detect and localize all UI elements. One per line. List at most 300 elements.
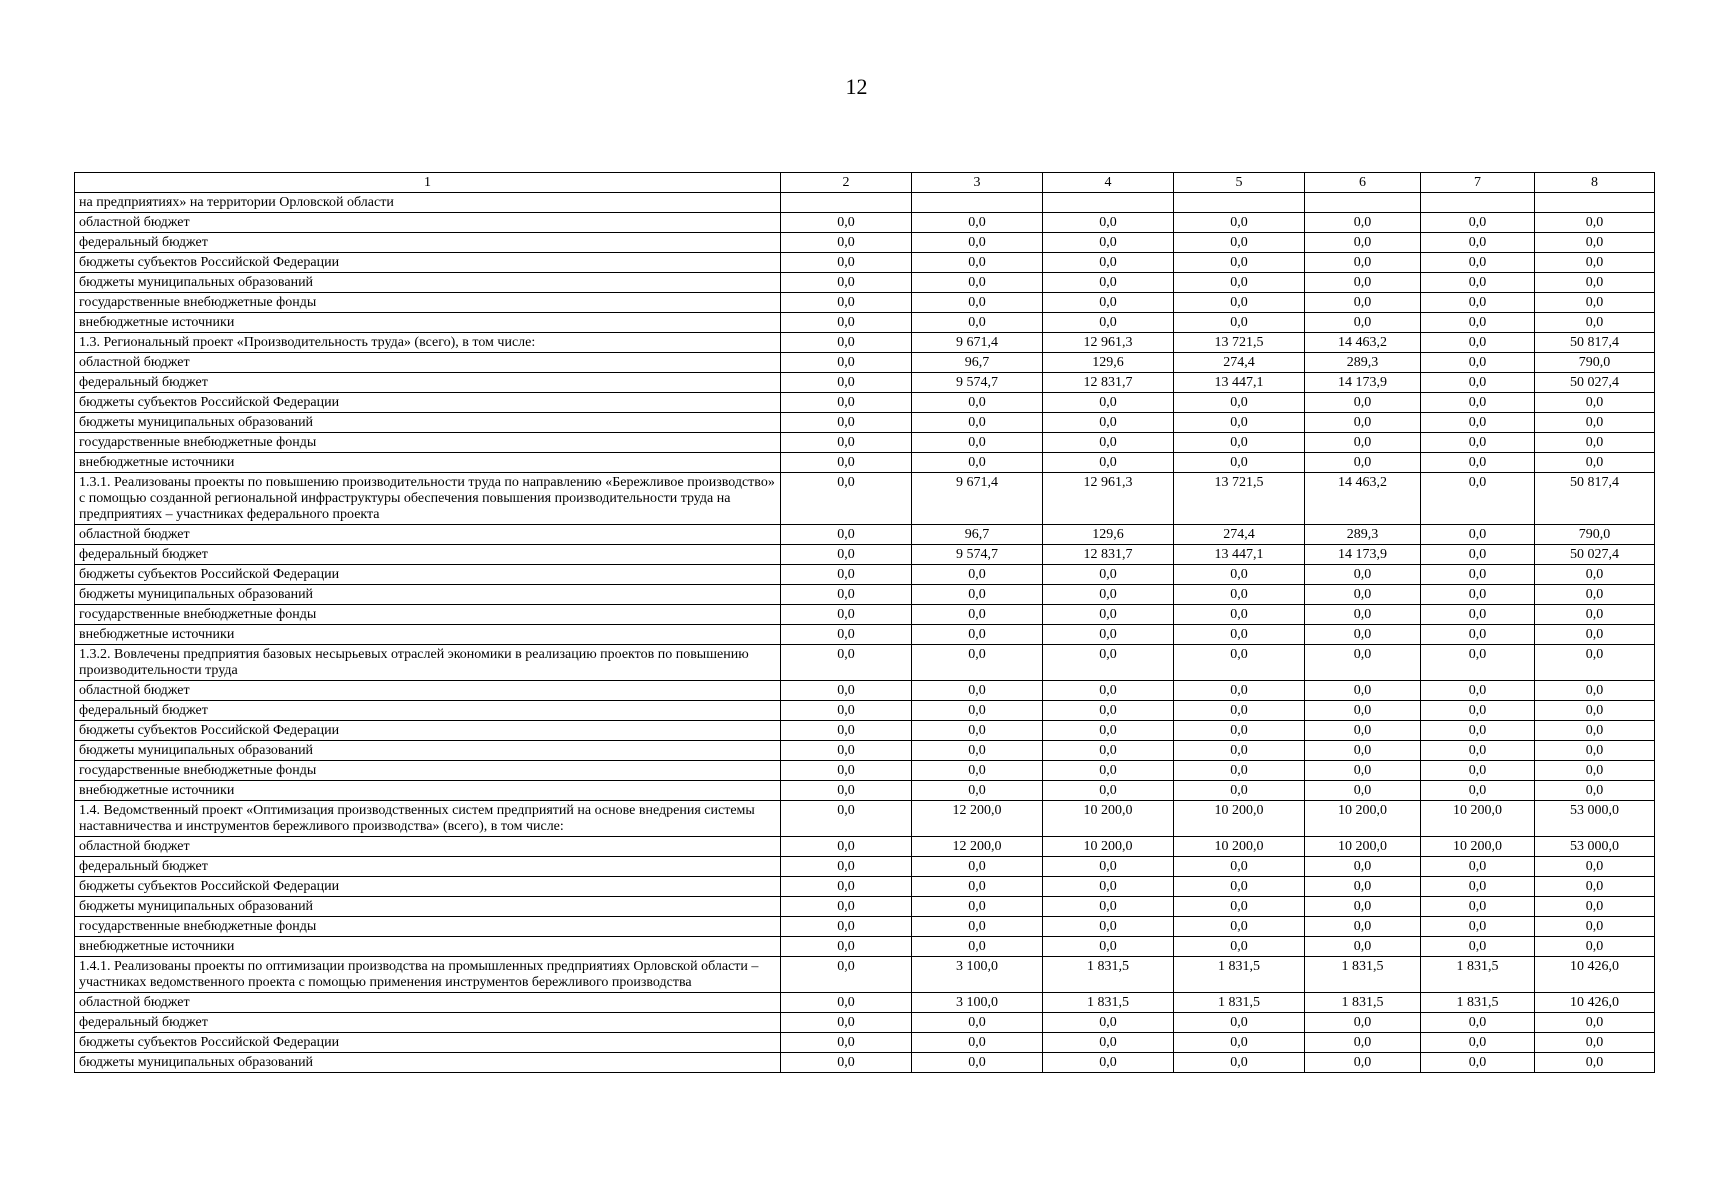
value-cell: 0,0 bbox=[912, 625, 1043, 645]
value-cell: 0,0 bbox=[1174, 453, 1305, 473]
row-label: бюджеты субъектов Российской Федерации bbox=[75, 565, 781, 585]
value-cell: 0,0 bbox=[781, 1013, 912, 1033]
value-cell: 1 831,5 bbox=[1305, 957, 1421, 993]
value-cell: 0,0 bbox=[1043, 313, 1174, 333]
value-cell bbox=[1174, 193, 1305, 213]
row-label: федеральный бюджет bbox=[75, 373, 781, 393]
value-cell: 0,0 bbox=[1535, 781, 1655, 801]
value-cell: 0,0 bbox=[1421, 897, 1535, 917]
value-cell: 0,0 bbox=[1174, 645, 1305, 681]
row-label: бюджеты субъектов Российской Федерации bbox=[75, 721, 781, 741]
value-cell: 0,0 bbox=[1421, 605, 1535, 625]
value-cell: 0,0 bbox=[1043, 273, 1174, 293]
value-cell: 0,0 bbox=[1305, 413, 1421, 433]
value-cell: 0,0 bbox=[1535, 917, 1655, 937]
column-number-cell: 4 bbox=[1043, 173, 1174, 193]
value-cell: 0,0 bbox=[1174, 877, 1305, 897]
table-row bbox=[75, 957, 1655, 993]
table-row bbox=[75, 353, 1655, 373]
row-label: федеральный бюджет bbox=[75, 857, 781, 877]
value-cell: 0,0 bbox=[1421, 877, 1535, 897]
column-number-cell: 3 bbox=[912, 173, 1043, 193]
table-row bbox=[75, 781, 1655, 801]
table-row bbox=[75, 701, 1655, 721]
value-cell: 0,0 bbox=[781, 605, 912, 625]
value-cell: 0,0 bbox=[1043, 1053, 1174, 1073]
value-cell: 3 100,0 bbox=[912, 957, 1043, 993]
value-cell: 0,0 bbox=[781, 333, 912, 353]
value-cell: 0,0 bbox=[1421, 273, 1535, 293]
value-cell: 0,0 bbox=[912, 605, 1043, 625]
value-cell: 12 961,3 bbox=[1043, 333, 1174, 353]
value-cell: 0,0 bbox=[781, 353, 912, 373]
value-cell: 0,0 bbox=[1421, 645, 1535, 681]
value-cell: 10 200,0 bbox=[1421, 837, 1535, 857]
value-cell: 0,0 bbox=[912, 937, 1043, 957]
row-label: областной бюджет bbox=[75, 681, 781, 701]
value-cell: 0,0 bbox=[1421, 721, 1535, 741]
value-cell: 0,0 bbox=[1305, 605, 1421, 625]
value-cell: 0,0 bbox=[912, 213, 1043, 233]
table-row bbox=[75, 453, 1655, 473]
value-cell: 0,0 bbox=[1535, 605, 1655, 625]
value-cell: 0,0 bbox=[1535, 413, 1655, 433]
value-cell: 0,0 bbox=[781, 453, 912, 473]
value-cell: 9 671,4 bbox=[912, 333, 1043, 353]
value-cell: 0,0 bbox=[1305, 681, 1421, 701]
value-cell: 0,0 bbox=[1043, 625, 1174, 645]
row-label: государственные внебюджетные фонды bbox=[75, 433, 781, 453]
value-cell: 0,0 bbox=[1174, 897, 1305, 917]
value-cell: 3 100,0 bbox=[912, 993, 1043, 1013]
table-row bbox=[75, 253, 1655, 273]
value-cell: 0,0 bbox=[1043, 681, 1174, 701]
row-label: 1.3.2. Вовлечены предприятия базовых несырьевых отраслей экономики в реализацию проектов по повышению производительности труда bbox=[75, 645, 781, 681]
value-cell: 14 463,2 bbox=[1305, 333, 1421, 353]
row-label: государственные внебюджетные фонды bbox=[75, 917, 781, 937]
value-cell: 0,0 bbox=[781, 393, 912, 413]
value-cell: 0,0 bbox=[1043, 293, 1174, 313]
value-cell bbox=[781, 193, 912, 213]
value-cell: 0,0 bbox=[1174, 1053, 1305, 1073]
value-cell: 13 721,5 bbox=[1174, 333, 1305, 353]
value-cell: 0,0 bbox=[1535, 293, 1655, 313]
value-cell: 0,0 bbox=[781, 957, 912, 993]
value-cell: 0,0 bbox=[1174, 585, 1305, 605]
column-number-cell: 6 bbox=[1305, 173, 1421, 193]
value-cell: 0,0 bbox=[1043, 605, 1174, 625]
value-cell: 12 200,0 bbox=[912, 837, 1043, 857]
table-row bbox=[75, 1013, 1655, 1033]
column-number-row bbox=[75, 173, 1655, 193]
row-label: бюджеты муниципальных образований bbox=[75, 585, 781, 605]
value-cell: 0,0 bbox=[912, 453, 1043, 473]
value-cell: 0,0 bbox=[1421, 625, 1535, 645]
value-cell: 0,0 bbox=[1421, 453, 1535, 473]
value-cell: 0,0 bbox=[1174, 293, 1305, 313]
value-cell: 0,0 bbox=[912, 1033, 1043, 1053]
value-cell: 0,0 bbox=[781, 645, 912, 681]
value-cell: 0,0 bbox=[781, 701, 912, 721]
value-cell: 0,0 bbox=[781, 545, 912, 565]
value-cell: 0,0 bbox=[1421, 293, 1535, 313]
table-row bbox=[75, 585, 1655, 605]
value-cell: 0,0 bbox=[781, 857, 912, 877]
table-row bbox=[75, 273, 1655, 293]
table-row bbox=[75, 373, 1655, 393]
table-row bbox=[75, 525, 1655, 545]
value-cell: 0,0 bbox=[781, 313, 912, 333]
value-cell: 0,0 bbox=[912, 897, 1043, 917]
table-row bbox=[75, 1033, 1655, 1053]
value-cell: 0,0 bbox=[1535, 681, 1655, 701]
table-row bbox=[75, 193, 1655, 213]
table-row bbox=[75, 937, 1655, 957]
value-cell: 0,0 bbox=[1043, 701, 1174, 721]
value-cell: 0,0 bbox=[1535, 761, 1655, 781]
value-cell: 1 831,5 bbox=[1174, 993, 1305, 1013]
value-cell: 0,0 bbox=[1421, 413, 1535, 433]
table-row bbox=[75, 1053, 1655, 1073]
value-cell: 0,0 bbox=[1305, 645, 1421, 681]
value-cell: 0,0 bbox=[1421, 585, 1535, 605]
value-cell: 0,0 bbox=[781, 877, 912, 897]
value-cell: 12 831,7 bbox=[1043, 373, 1174, 393]
value-cell: 1 831,5 bbox=[1421, 993, 1535, 1013]
row-label: внебюджетные источники bbox=[75, 453, 781, 473]
value-cell: 13 447,1 bbox=[1174, 545, 1305, 565]
value-cell: 0,0 bbox=[1174, 937, 1305, 957]
table-row bbox=[75, 625, 1655, 645]
value-cell: 0,0 bbox=[1043, 857, 1174, 877]
value-cell: 0,0 bbox=[1421, 761, 1535, 781]
table-row bbox=[75, 917, 1655, 937]
value-cell: 0,0 bbox=[1174, 721, 1305, 741]
table-row bbox=[75, 213, 1655, 233]
value-cell: 0,0 bbox=[1174, 273, 1305, 293]
value-cell: 0,0 bbox=[1043, 761, 1174, 781]
value-cell: 0,0 bbox=[1043, 565, 1174, 585]
row-label: 1.3. Региональный проект «Производительность труда» (всего), в том числе: bbox=[75, 333, 781, 353]
value-cell: 0,0 bbox=[1305, 313, 1421, 333]
table-row bbox=[75, 761, 1655, 781]
value-cell: 0,0 bbox=[1305, 781, 1421, 801]
value-cell bbox=[912, 193, 1043, 213]
value-cell: 13 721,5 bbox=[1174, 473, 1305, 525]
value-cell: 0,0 bbox=[1421, 433, 1535, 453]
value-cell: 0,0 bbox=[1305, 453, 1421, 473]
row-label: бюджеты субъектов Российской Федерации bbox=[75, 1033, 781, 1053]
value-cell bbox=[1305, 193, 1421, 213]
row-label: на предприятиях» на территории Орловской области bbox=[75, 193, 781, 213]
value-cell: 0,0 bbox=[912, 781, 1043, 801]
value-cell: 0,0 bbox=[1043, 393, 1174, 413]
value-cell: 0,0 bbox=[1305, 585, 1421, 605]
table-row bbox=[75, 293, 1655, 313]
value-cell: 1 831,5 bbox=[1043, 957, 1174, 993]
value-cell: 0,0 bbox=[1305, 625, 1421, 645]
value-cell: 0,0 bbox=[1535, 721, 1655, 741]
value-cell: 0,0 bbox=[912, 761, 1043, 781]
value-cell: 0,0 bbox=[1305, 877, 1421, 897]
value-cell: 0,0 bbox=[912, 721, 1043, 741]
value-cell: 0,0 bbox=[1174, 1013, 1305, 1033]
value-cell: 0,0 bbox=[1421, 353, 1535, 373]
value-cell: 0,0 bbox=[1421, 1013, 1535, 1033]
row-label: областной бюджет bbox=[75, 353, 781, 373]
value-cell: 0,0 bbox=[1421, 213, 1535, 233]
row-label: 1.4.1. Реализованы проекты по оптимизации производства на промышленных предприятиях Орловской области – участниках ведомственного проекта с помощью применения инструментов бережливого производства bbox=[75, 957, 781, 993]
value-cell: 0,0 bbox=[912, 585, 1043, 605]
value-cell: 0,0 bbox=[1421, 681, 1535, 701]
value-cell: 0,0 bbox=[1535, 741, 1655, 761]
value-cell: 274,4 bbox=[1174, 353, 1305, 373]
value-cell: 50 027,4 bbox=[1535, 373, 1655, 393]
row-label: бюджеты муниципальных образований bbox=[75, 1053, 781, 1073]
value-cell: 12 831,7 bbox=[1043, 545, 1174, 565]
value-cell: 0,0 bbox=[1421, 857, 1535, 877]
column-number-cell: 2 bbox=[781, 173, 912, 193]
value-cell: 0,0 bbox=[1421, 373, 1535, 393]
value-cell: 0,0 bbox=[1421, 393, 1535, 413]
value-cell: 0,0 bbox=[781, 585, 912, 605]
row-label: областной бюджет bbox=[75, 993, 781, 1013]
value-cell: 0,0 bbox=[781, 473, 912, 525]
value-cell: 129,6 bbox=[1043, 353, 1174, 373]
value-cell: 96,7 bbox=[912, 525, 1043, 545]
value-cell: 53 000,0 bbox=[1535, 837, 1655, 857]
value-cell: 0,0 bbox=[1174, 625, 1305, 645]
value-cell: 0,0 bbox=[912, 1053, 1043, 1073]
value-cell: 0,0 bbox=[1305, 293, 1421, 313]
value-cell: 0,0 bbox=[781, 897, 912, 917]
value-cell: 0,0 bbox=[1174, 413, 1305, 433]
value-cell: 0,0 bbox=[1421, 473, 1535, 525]
value-cell: 0,0 bbox=[1174, 393, 1305, 413]
row-label: бюджеты субъектов Российской Федерации bbox=[75, 877, 781, 897]
value-cell: 289,3 bbox=[1305, 353, 1421, 373]
row-label: 1.4. Ведомственный проект «Оптимизация производственных систем предприятий на основе внедрения системы наставничества и инструментов бережливого производства» (всего), в том числе: bbox=[75, 801, 781, 837]
value-cell: 0,0 bbox=[1305, 565, 1421, 585]
row-label: государственные внебюджетные фонды bbox=[75, 605, 781, 625]
row-label: федеральный бюджет bbox=[75, 233, 781, 253]
value-cell: 0,0 bbox=[1535, 233, 1655, 253]
row-label: федеральный бюджет bbox=[75, 701, 781, 721]
row-label: федеральный бюджет bbox=[75, 545, 781, 565]
table-row bbox=[75, 313, 1655, 333]
value-cell: 0,0 bbox=[1174, 741, 1305, 761]
value-cell: 14 173,9 bbox=[1305, 545, 1421, 565]
value-cell: 13 447,1 bbox=[1174, 373, 1305, 393]
value-cell: 0,0 bbox=[1043, 917, 1174, 937]
value-cell: 12 200,0 bbox=[912, 801, 1043, 837]
value-cell: 0,0 bbox=[912, 645, 1043, 681]
table-row bbox=[75, 333, 1655, 353]
value-cell: 0,0 bbox=[1535, 253, 1655, 273]
value-cell: 10 426,0 bbox=[1535, 993, 1655, 1013]
column-number-cell: 1 bbox=[75, 173, 781, 193]
value-cell: 0,0 bbox=[1305, 897, 1421, 917]
row-label: областной бюджет bbox=[75, 525, 781, 545]
value-cell: 0,0 bbox=[1043, 585, 1174, 605]
value-cell: 0,0 bbox=[1174, 213, 1305, 233]
value-cell: 0,0 bbox=[1305, 761, 1421, 781]
value-cell: 0,0 bbox=[781, 721, 912, 741]
value-cell: 0,0 bbox=[912, 1013, 1043, 1033]
value-cell: 0,0 bbox=[1535, 453, 1655, 473]
value-cell: 0,0 bbox=[781, 801, 912, 837]
value-cell: 1 831,5 bbox=[1305, 993, 1421, 1013]
table-row bbox=[75, 565, 1655, 585]
value-cell: 790,0 bbox=[1535, 353, 1655, 373]
value-cell: 0,0 bbox=[781, 213, 912, 233]
value-cell: 0,0 bbox=[781, 781, 912, 801]
table-row bbox=[75, 433, 1655, 453]
value-cell: 14 463,2 bbox=[1305, 473, 1421, 525]
value-cell: 0,0 bbox=[1535, 1033, 1655, 1053]
value-cell: 10 200,0 bbox=[1174, 837, 1305, 857]
row-label: бюджеты муниципальных образований bbox=[75, 897, 781, 917]
value-cell: 0,0 bbox=[1043, 741, 1174, 761]
value-cell: 0,0 bbox=[1174, 857, 1305, 877]
value-cell: 0,0 bbox=[781, 525, 912, 545]
value-cell: 0,0 bbox=[912, 393, 1043, 413]
value-cell: 0,0 bbox=[1305, 1053, 1421, 1073]
value-cell: 0,0 bbox=[1535, 213, 1655, 233]
value-cell: 0,0 bbox=[781, 413, 912, 433]
table-row bbox=[75, 645, 1655, 681]
value-cell: 10 200,0 bbox=[1174, 801, 1305, 837]
value-cell: 0,0 bbox=[912, 433, 1043, 453]
value-cell: 0,0 bbox=[1535, 937, 1655, 957]
column-number-cell: 7 bbox=[1421, 173, 1535, 193]
value-cell: 0,0 bbox=[1535, 585, 1655, 605]
value-cell: 0,0 bbox=[1421, 701, 1535, 721]
value-cell: 0,0 bbox=[1043, 1013, 1174, 1033]
table-row bbox=[75, 837, 1655, 857]
value-cell: 0,0 bbox=[1043, 1033, 1174, 1053]
row-label: бюджеты муниципальных образований bbox=[75, 741, 781, 761]
column-number-cell: 8 bbox=[1535, 173, 1655, 193]
value-cell: 0,0 bbox=[781, 837, 912, 857]
value-cell: 0,0 bbox=[1043, 453, 1174, 473]
table-row bbox=[75, 897, 1655, 917]
value-cell: 0,0 bbox=[781, 741, 912, 761]
value-cell: 10 200,0 bbox=[1421, 801, 1535, 837]
value-cell: 0,0 bbox=[1305, 233, 1421, 253]
table-row bbox=[75, 993, 1655, 1013]
value-cell: 0,0 bbox=[1043, 877, 1174, 897]
value-cell: 0,0 bbox=[912, 233, 1043, 253]
value-cell: 0,0 bbox=[1535, 273, 1655, 293]
value-cell: 0,0 bbox=[781, 565, 912, 585]
value-cell: 0,0 bbox=[1305, 393, 1421, 413]
value-cell: 0,0 bbox=[1421, 1053, 1535, 1073]
value-cell: 0,0 bbox=[1535, 313, 1655, 333]
value-cell: 0,0 bbox=[1535, 1053, 1655, 1073]
value-cell: 0,0 bbox=[1043, 937, 1174, 957]
value-cell: 0,0 bbox=[1043, 413, 1174, 433]
value-cell: 50 027,4 bbox=[1535, 545, 1655, 565]
value-cell: 0,0 bbox=[1043, 253, 1174, 273]
value-cell: 0,0 bbox=[781, 293, 912, 313]
value-cell: 0,0 bbox=[1305, 937, 1421, 957]
value-cell: 0,0 bbox=[1043, 213, 1174, 233]
value-cell: 0,0 bbox=[1174, 565, 1305, 585]
value-cell: 0,0 bbox=[1421, 565, 1535, 585]
value-cell: 0,0 bbox=[1305, 917, 1421, 937]
value-cell: 0,0 bbox=[781, 1053, 912, 1073]
value-cell: 0,0 bbox=[1305, 857, 1421, 877]
table-row bbox=[75, 605, 1655, 625]
value-cell: 10 200,0 bbox=[1043, 801, 1174, 837]
value-cell: 0,0 bbox=[781, 233, 912, 253]
value-cell: 0,0 bbox=[912, 917, 1043, 937]
value-cell: 0,0 bbox=[1305, 741, 1421, 761]
value-cell: 0,0 bbox=[781, 761, 912, 781]
row-label: бюджеты субъектов Российской Федерации bbox=[75, 393, 781, 413]
value-cell: 0,0 bbox=[781, 937, 912, 957]
value-cell: 0,0 bbox=[1174, 253, 1305, 273]
page-number: 12 bbox=[845, 74, 868, 99]
row-label: внебюджетные источники bbox=[75, 781, 781, 801]
value-cell: 0,0 bbox=[1535, 393, 1655, 413]
value-cell: 0,0 bbox=[1421, 333, 1535, 353]
value-cell: 0,0 bbox=[912, 681, 1043, 701]
value-cell: 0,0 bbox=[912, 857, 1043, 877]
row-label: федеральный бюджет bbox=[75, 1013, 781, 1033]
value-cell: 0,0 bbox=[912, 565, 1043, 585]
value-cell: 0,0 bbox=[1421, 233, 1535, 253]
value-cell: 0,0 bbox=[1174, 761, 1305, 781]
value-cell: 9 671,4 bbox=[912, 473, 1043, 525]
value-cell: 274,4 bbox=[1174, 525, 1305, 545]
value-cell: 0,0 bbox=[1043, 645, 1174, 681]
value-cell: 0,0 bbox=[1421, 937, 1535, 957]
value-cell: 10 200,0 bbox=[1043, 837, 1174, 857]
value-cell: 0,0 bbox=[1305, 1033, 1421, 1053]
value-cell: 0,0 bbox=[1535, 897, 1655, 917]
value-cell: 50 817,4 bbox=[1535, 333, 1655, 353]
value-cell: 0,0 bbox=[1535, 565, 1655, 585]
value-cell: 9 574,7 bbox=[912, 373, 1043, 393]
value-cell: 0,0 bbox=[1421, 781, 1535, 801]
value-cell: 0,0 bbox=[1421, 253, 1535, 273]
column-number-cell: 5 bbox=[1174, 173, 1305, 193]
budget-table bbox=[74, 172, 1655, 1073]
value-cell: 0,0 bbox=[1535, 877, 1655, 897]
value-cell: 0,0 bbox=[781, 917, 912, 937]
value-cell: 0,0 bbox=[1174, 433, 1305, 453]
table-row bbox=[75, 681, 1655, 701]
value-cell: 0,0 bbox=[1535, 625, 1655, 645]
value-cell: 12 961,3 bbox=[1043, 473, 1174, 525]
table-row bbox=[75, 741, 1655, 761]
value-cell: 0,0 bbox=[1305, 273, 1421, 293]
value-cell: 0,0 bbox=[1535, 1013, 1655, 1033]
table-row bbox=[75, 393, 1655, 413]
value-cell: 0,0 bbox=[1535, 645, 1655, 681]
row-label: государственные внебюджетные фонды bbox=[75, 761, 781, 781]
value-cell: 14 173,9 bbox=[1305, 373, 1421, 393]
value-cell: 0,0 bbox=[1535, 433, 1655, 453]
value-cell: 0,0 bbox=[1174, 313, 1305, 333]
row-label: государственные внебюджетные фонды bbox=[75, 293, 781, 313]
value-cell: 0,0 bbox=[1305, 701, 1421, 721]
value-cell: 0,0 bbox=[912, 273, 1043, 293]
value-cell: 0,0 bbox=[912, 413, 1043, 433]
value-cell: 0,0 bbox=[1174, 701, 1305, 721]
